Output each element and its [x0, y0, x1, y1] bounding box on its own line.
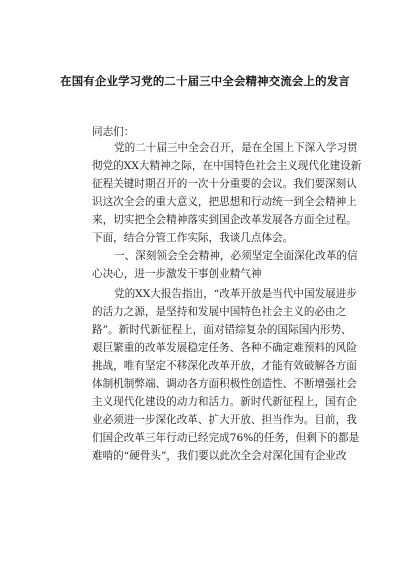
- paragraph-line: 路”。新时代新征程上，面对错综复杂的国际国内形势、: [92, 324, 352, 336]
- paragraph-line: 来，切实把全会精神落实到国企改革发展各方面全过程。: [92, 214, 357, 226]
- paragraph-line: 下面，结合分管工作实际，我谈几点体会。: [92, 232, 294, 244]
- paragraph-line: 们国企改革三年行动已经完成76%的任务，但剩下的都是: [92, 432, 360, 444]
- paragraph-line: 党的二十届三中全会召开，是在全国上下深入学习贯: [114, 142, 358, 154]
- paragraph-line: 识这次全会的重大意义，把思想和行动统一到全会精神上: [92, 196, 357, 208]
- paragraph-line: 党的XX大报告指出，“改革开放是当代中国发展进步: [114, 288, 357, 300]
- paragraph-line: 难啃的“硬骨头”，我们要以此次全会对深化国有企业改: [92, 450, 347, 462]
- paragraph-line: 主义现代化建设的动力和活力。新时代新征程上，国有企: [92, 396, 357, 408]
- paragraph-line: 挑战，唯有坚定不移深化改革开放，才能有效破解各方面: [92, 360, 357, 372]
- paragraph-line: 体制机制弊端、调动各方面积极性创造性、不断增强社会: [92, 378, 357, 390]
- paragraph-line: 艰巨繁重的改革发展稳定任务、各种不确定难预料的风险: [92, 342, 357, 354]
- salutation: 同志们：: [92, 126, 135, 138]
- paragraph-line: 的活力之源，是坚持和发展中国特色社会主义的必由之: [92, 306, 347, 318]
- paragraph-line: 彻党的XX大精神之际，在中国特色社会主义现代化建设新: [92, 160, 362, 172]
- section-heading-line: 一、深刻领会全会精神，必须坚定全面深化改革的信: [114, 250, 358, 262]
- paragraph-line: 征程关键时期召开的一次十分重要的会议。我们要深刻认: [92, 178, 357, 190]
- document-title: 在国有企业学习党的二十届三中全会精神交流会上的发言: [60, 74, 350, 88]
- paragraph-line: 业必须进一步深化改革、扩大开放、担当作为。目前，我: [92, 414, 357, 426]
- section-heading-line: 心决心，进一步激发干事创业精气神: [92, 268, 262, 280]
